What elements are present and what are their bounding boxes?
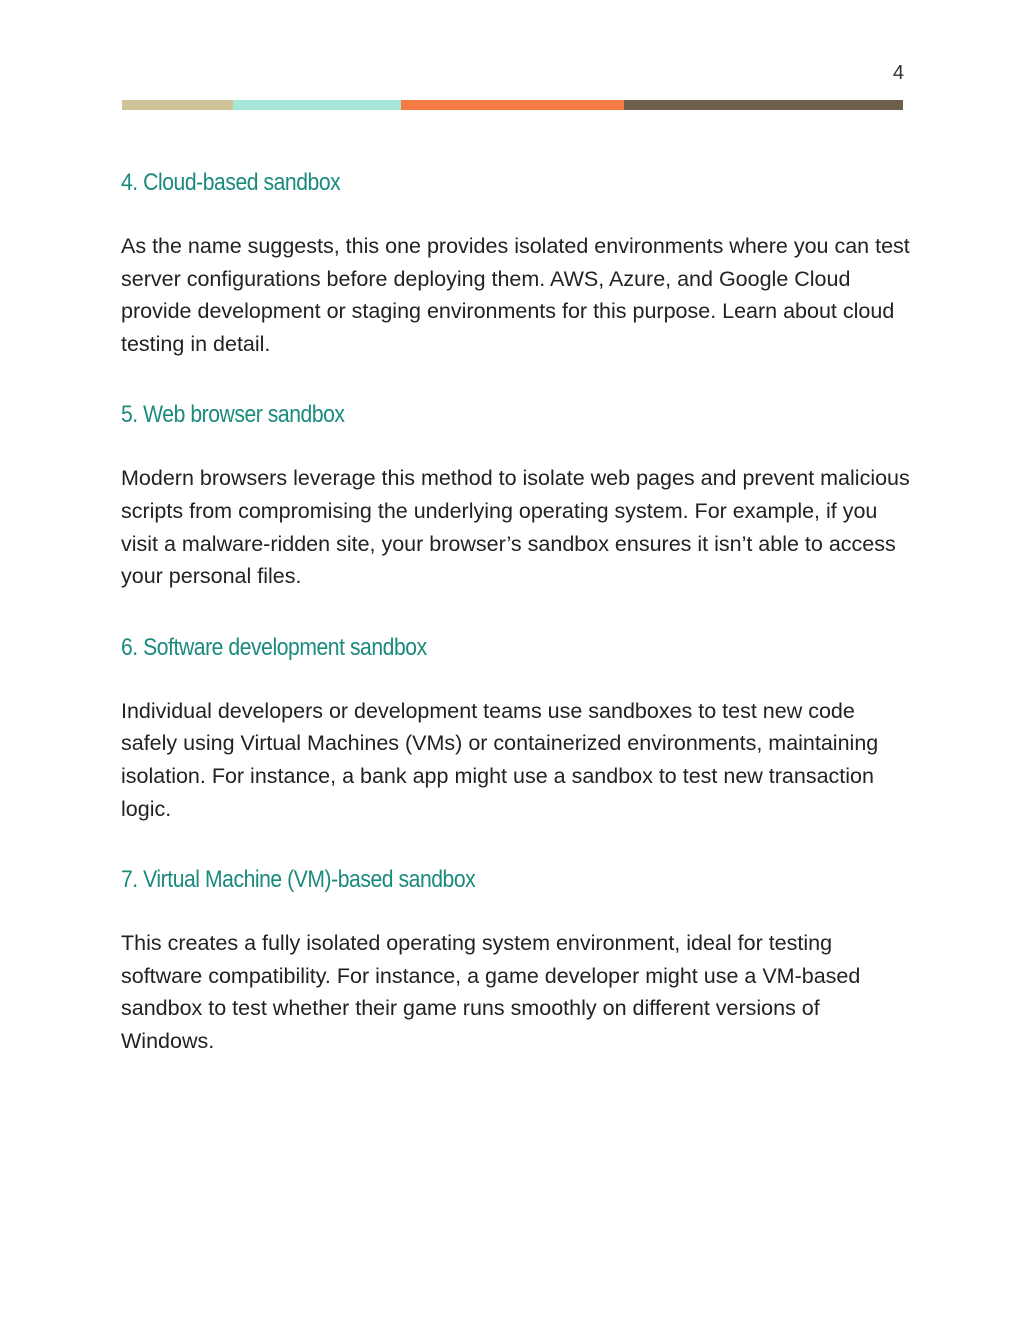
section-heading: 5. Web browser sandbox <box>121 401 345 429</box>
section-vm-based-sandbox <box>121 863 911 1057</box>
page-number: 4 <box>892 62 904 84</box>
section-heading: 4. Cloud-based sandbox <box>121 169 341 196</box>
band-segment-brown <box>624 100 903 110</box>
section-body: This creates a fully isolated operating system environment, ideal for testing software compatibility. For instance, a game developer might use a VM-based sandbox to test whether their game runs smoothly on different versions of Windows. <box>121 931 861 1053</box>
document-content <box>121 166 911 1096</box>
section-heading: 6. Software development sandbox <box>121 633 427 661</box>
section-body: Individual developers or development teams use sandboxes to test new code safely using Virtual Machines (VMs) or containerized environments, maintaining isolation. For instance, a bank app might use a sandbox to test new transaction logic. <box>121 698 879 821</box>
band-segment-tan <box>122 100 233 110</box>
header-color-band <box>122 100 903 110</box>
section-body: As the name suggests, this one provides isolated environments where you can test server configurations before deploying them. AWS, Azure, and Google Cloud provide development or staging environments for this purpose. Learn about cloud testing in detail. <box>121 234 910 356</box>
section-cloud-based-sandbox <box>121 166 911 360</box>
band-segment-orange <box>401 100 624 110</box>
section-body: Modern browsers leverage this method to isolate web pages and prevent malicious scripts from compromising the underlying operating system. For example, if you visit a malware-ridden site, your browser’s sandbox ensures it isn’t able to access your personal files. <box>121 466 910 589</box>
section-software-development-sandbox <box>121 631 911 825</box>
band-segment-aqua <box>233 100 401 110</box>
section-web-browser-sandbox <box>121 398 911 592</box>
section-heading: 7. Virtual Machine (VM)-based sandbox <box>121 866 476 894</box>
